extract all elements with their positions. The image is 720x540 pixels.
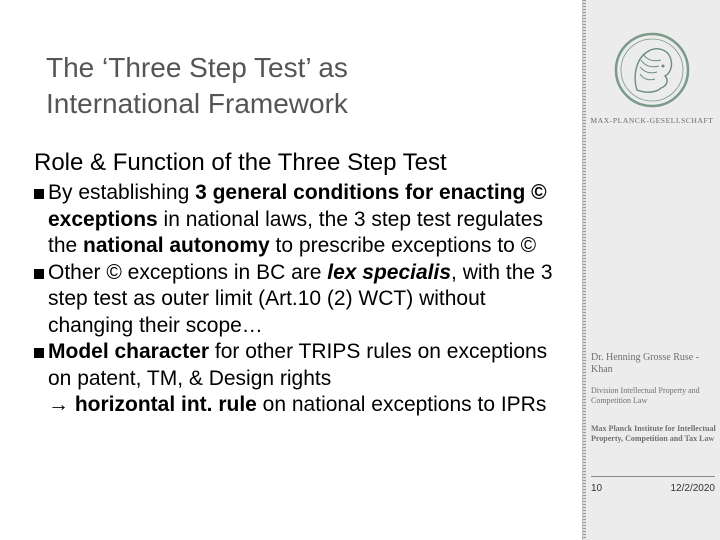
slide-content <box>34 180 564 419</box>
slide-subtitle: Role & Function of the Three Step Test <box>34 149 447 176</box>
author-name: Dr. Henning Grosse Ruse - Khan <box>591 352 700 375</box>
right-arrow-icon: → <box>48 393 75 416</box>
bullet-text: Other © exceptions in BC are lex specialis, with the 3 step test as outer limit (Art.10 (2) WCT) without changing their scope… <box>48 260 553 337</box>
arrow-line: → horizontal int. rule on national exceptions to IPRs <box>48 393 547 416</box>
slide-date: 12/2/2020 <box>670 483 715 494</box>
square-bullet-icon <box>34 189 44 199</box>
institute-name: Max Planck Institute for Intellectual Property, Competition and Tax Law <box>591 424 716 443</box>
bullet-item-2 <box>34 260 564 340</box>
title-line-2: International Framework <box>46 88 348 119</box>
bullet-item-3 <box>34 339 564 392</box>
division-name: Division Intellectual Property and Competition Law <box>591 386 700 405</box>
sidebar <box>582 0 720 540</box>
sidebar-edge <box>583 0 586 540</box>
bullet-text: By establishing 3 general conditions for enacting © exceptions in national laws, the 3 step test regulates the national autonomy to prescribe exceptions to © <box>48 181 547 257</box>
bullet-text: Model character for other TRIPS rules on exceptions on patent, TM, & Design rights <box>48 340 548 390</box>
bullet-item-1 <box>34 180 564 260</box>
minerva-head-icon <box>607 30 697 110</box>
org-name: MAX-PLANCK-GESELLSCHAFT <box>590 116 714 125</box>
title-line-1: The ‘Three Step Test’ as <box>46 52 348 83</box>
slide-footer <box>591 476 715 494</box>
square-bullet-icon <box>34 269 44 279</box>
square-bullet-icon <box>34 348 44 358</box>
page-number: 10 <box>591 483 603 494</box>
slide-title <box>46 50 566 122</box>
